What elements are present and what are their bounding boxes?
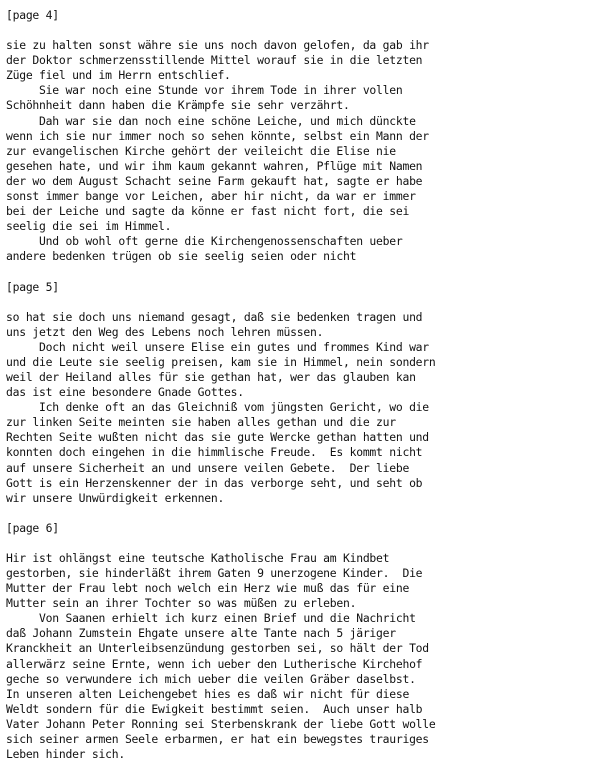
text-line: andere bedenken trügen ob sie seelig seien oder nicht (6, 249, 357, 264)
text-line: Mutter sein an ihrer Tochter so was müßen zu erleben. (6, 596, 357, 611)
text-section (6, 38, 580, 264)
text-line: sich seiner armen Seele erbarmen, er hat ein bewegstes trauriges (6, 732, 429, 747)
text-line: Kranckheit an Unterleibsenzündung gestorben sei, so hält der Tod (6, 641, 429, 656)
text-line: Vater Johann Peter Ronning sei Sterbenskrank der liebe Gott wolle (6, 716, 436, 731)
text-line: sonst immer bange vor Leichen, aber hir nicht, da war er immer (6, 189, 416, 204)
text-line: In unseren alten Leichengebet hies es daß wir nicht für diese (6, 686, 410, 701)
text-line: Doch nicht weil unsere Elise ein gutes und frommes Kind war (6, 339, 429, 354)
text-line: auf unsere Sicherheit an und unsere veilen Gebete. Der liebe (6, 460, 410, 475)
text-line: daß Johann Zumstein Ehgate unsere alte Tante nach 5 järiger (6, 626, 396, 641)
text-line: gestorben, sie hinderläßt ihrem Gaten 9 unerzogene Kinder. Die (6, 566, 423, 580)
page-marker: [page 4] (6, 8, 59, 22)
page-marker: [page 5] (6, 279, 59, 294)
text-line: seelig die sei im Himmel. (6, 219, 172, 234)
text-line: Leben hinder sich. (6, 747, 125, 762)
text-line: Sie war noch eine Stunde vor ihrem Tode in ihrer vollen (6, 83, 403, 98)
text-line: Ich denke oft an das Gleichniß vom jüngsten Gericht, wo die (6, 400, 429, 415)
text-line: konnten doch eingehen in die himmlische Freude. Es kommt nicht (6, 445, 423, 460)
text-line: Und ob wohl oft gerne die Kirchengenossenschaften ueber (6, 234, 403, 249)
text-line: Gott is ein Herzenskenner der in das verborge seht, und seht ob (6, 475, 423, 490)
page-marker: [page 6] (6, 520, 59, 535)
text-line: Weldt sondern für die Ewigkeit bestimmt seien. Auch unser halb (6, 701, 423, 716)
text-line: Dah war sie dan noch eine schöne Leiche, und mich dünckte (6, 113, 416, 128)
text-line: das ist eine besondere Gnade Gottes. (6, 385, 244, 400)
text-line: gesehen hate, und wir ihm kaum gekannt wahren, Pflüge mit Namen (6, 158, 423, 173)
text-line: sie zu halten sonst währe sie uns noch davon gelofen, da gab ihr (6, 38, 429, 53)
text-line: Mutter der Frau lebt noch welch ein Herz wie muß das für eine (6, 581, 410, 596)
text-line: der wo dem August Schacht seine Farm gekauft hat, sagte er habe (6, 173, 423, 188)
text-line: und die Leute sie seelig preisen, kam sie in Himmel, nein sondern (6, 354, 436, 369)
text-line: wir unsere Unwürdigkeit erkennen. (6, 490, 225, 505)
text-line: zur evangelischen Kirche gehört der veileicht die Elise nie (6, 143, 396, 158)
text-line: weil der Heiland alles für sie gethan hat, wer das glauben kan (6, 369, 416, 384)
text-line: zur linken Seite meinten sie haben alles gethan und die zur (6, 415, 396, 430)
text-section (6, 310, 580, 506)
text-line: geche so verwundere ich mich ueber die veilen Gräber daselbst. (6, 671, 416, 686)
text-line: der Doktor schmerzensstillende Mittel worauf sie in die letzten (6, 53, 423, 68)
text-line: Von Saanen erhielt ich kurz einen Brief und die Nachricht (6, 611, 416, 626)
text-section (6, 551, 580, 762)
text-line: wenn ich sie nur immer noch so sehen könnte, selbst ein Mann der (6, 128, 429, 143)
text-line: Schöhnheit dann haben die Krämpfe sie sehr verzährt. (6, 98, 350, 113)
text-line: bei der Leiche und sagte da könne er fast nicht fort, die sei (6, 204, 410, 219)
text-line: Hir ist ohlängst eine teutsche Katholische Frau am Kindbet (6, 550, 390, 565)
text-line: Züge fiel und im Herrn entschlief. (6, 68, 231, 83)
text-line: so hat sie doch uns niemand gesagt, daß sie bedenken tragen und (6, 309, 423, 324)
text-line: uns jetzt den Weg des Lebens noch lehren müssen. (6, 324, 324, 339)
text-line: allerwärz seine Ernte, wenn ich ueber den Lutherische Kirchehof (6, 656, 423, 671)
text-line: Rechten Seite wußten nicht das sie gute Wercke gethan hatten und (6, 430, 429, 445)
